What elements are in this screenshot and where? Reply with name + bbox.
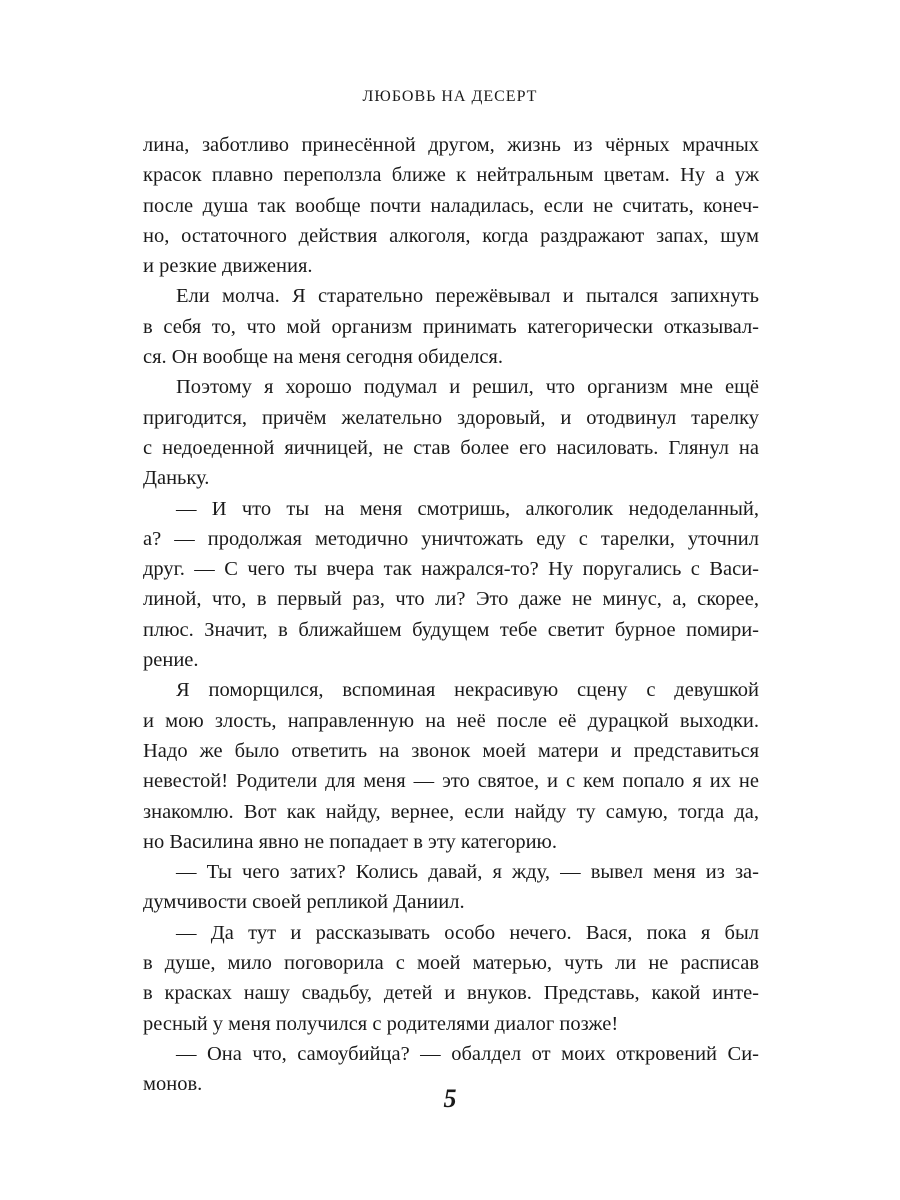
- paragraph: [143, 281, 759, 372]
- text-line: Даньку.: [143, 467, 210, 490]
- paragraph: [143, 918, 759, 1039]
- text-line: — Ты чего затих? Колись давай, я жду, — вывел меня из за-: [176, 861, 759, 884]
- text-line: пригодится, причём желательно здоровый, и отодвинул тарелку: [143, 406, 759, 429]
- text-line: Поэтому я хорошо подумал и решил, что организм мне ещё: [176, 376, 759, 399]
- paragraph: [143, 372, 759, 493]
- text-line: но Василина явно не попадает в эту категорию.: [143, 830, 557, 853]
- text-line: Я поморщился, вспоминая некрасивую сцену с девушкой: [176, 679, 759, 702]
- text-line: друг. — С чего ты вчера так нажрался-то? Ну поругались с Васи-: [143, 558, 759, 581]
- text-line: а? — продолжая методично уничтожать еду с тарелки, уточнил: [143, 527, 759, 550]
- text-line: но, остаточного действия алкоголя, когда раздражают запах, шум: [143, 224, 759, 247]
- text-line: рение.: [143, 649, 199, 672]
- text-line: Надо же было ответить на звонок моей матери и представиться: [143, 739, 759, 762]
- text-line: с недоеденной яичницей, не став более его насиловать. Глянул на: [143, 436, 759, 459]
- text-line: — И что ты на меня смотришь, алкоголик недоделанный,: [176, 497, 759, 520]
- text-line: невестой! Родители для меня — это святое, и с кем попало я их не: [143, 770, 759, 793]
- paragraph: [143, 675, 759, 857]
- text-line: лина, заботливо принесённой другом, жизнь из чёрных мрачных: [143, 134, 759, 156]
- text-line: знакомлю. Вот как найду, вернее, если найду ту самую, тогда да,: [143, 800, 759, 823]
- text-line: и резкие движения.: [143, 255, 313, 278]
- text-line: в душе, мило поговорила с моей матерью, чуть ли не расписав: [143, 952, 759, 975]
- text-line: ресный у меня получился с родителями диалог позже!: [143, 1012, 619, 1035]
- text-line: красок плавно переползла ближе к нейтральным цветам. Ну а уж: [143, 164, 759, 187]
- text-line: после душа так вообще почти наладилась, если не считать, конеч-: [143, 194, 759, 217]
- text-line: ся. Он вообще на меня сегодня обиделся.: [143, 346, 503, 369]
- text-line: и мою злость, направленную на неё после её дурацкой выходки.: [143, 709, 759, 732]
- text-line: — Да тут и рассказывать особо нечего. Вася, пока я был: [176, 921, 759, 944]
- text-line: Ели молча. Я старательно пережёвывал и пытался запихнуть: [176, 285, 759, 308]
- text-line: в себя то, что мой организм принимать категорически отказывал-: [143, 315, 759, 338]
- text-line: — Она что, самоубийца? — обалдел от моих откровений Си-: [176, 1042, 759, 1065]
- text-line: думчивости своей репликой Даниил.: [143, 891, 465, 914]
- body-text: [143, 130, 759, 1100]
- paragraph: [143, 494, 759, 676]
- paragraph: [143, 130, 759, 281]
- paragraph: [143, 857, 759, 918]
- text-line: плюс. Значит, в ближайшем будущем тебе светит бурное помири-: [143, 618, 759, 641]
- text-line: в красках нашу свадьбу, детей и внуков. Представь, какой инте-: [143, 982, 759, 1005]
- text-line: монов.: [143, 1073, 203, 1096]
- page-number: 5: [443, 1084, 457, 1113]
- running-head: ЛЮБОВЬ НА ДЕСЕРТ: [362, 88, 538, 105]
- text-line: линой, что, в первый раз, что ли? Это даже не минус, а, скорее,: [143, 588, 759, 611]
